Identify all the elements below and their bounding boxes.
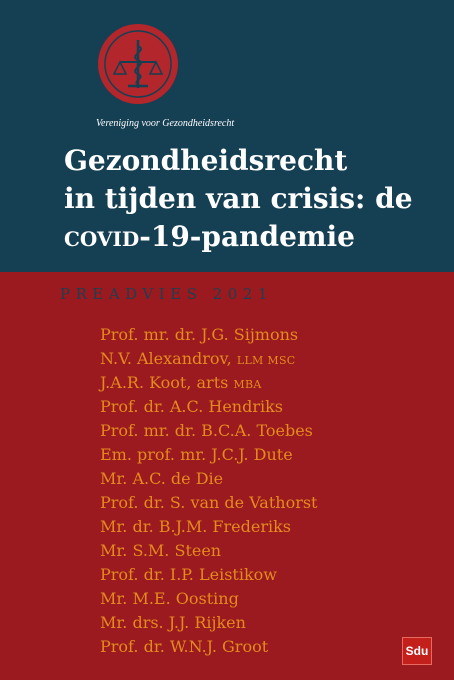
author-item: Mr. dr. B.J.M. Frederiks — [100, 517, 292, 536]
cover-top-band — [0, 0, 454, 272]
series-label: PREADVIES 2021 — [60, 285, 273, 303]
title-line-3 — [64, 218, 413, 256]
author-item: Mr. S.M. Steen — [100, 541, 222, 560]
society-logo-icon — [96, 22, 180, 106]
author-item: Prof. dr. W.N.J. Groot — [100, 637, 269, 656]
author-item: Mr. drs. J.J. Rijken — [100, 613, 246, 632]
publisher-logo: Sdu — [402, 637, 432, 665]
title-covid: covid — [64, 220, 140, 253]
author-item: Prof. dr. S. van de Vathorst — [100, 493, 318, 512]
author-item: Prof. mr. dr. B.C.A. Toebes — [100, 421, 313, 440]
title-line-2: in tijden van crisis: de — [64, 182, 413, 215]
author-list — [100, 324, 317, 660]
author-item: J.A.R. Koot, arts MBA — [100, 373, 262, 392]
society-name: Vereniging voor Gezondheidsrecht — [96, 118, 235, 129]
book-title — [64, 142, 413, 256]
title-pandemie: -19-pandemie — [139, 220, 355, 253]
author-item: Mr. A.C. de Die — [100, 469, 224, 488]
author-item: Mr. M.E. Oosting — [100, 589, 239, 608]
author-item: Prof. dr. A.C. Hendriks — [100, 397, 283, 416]
title-line-1: Gezondheidsrecht — [64, 144, 348, 177]
author-item: N.V. Alexandrov, LLM MSC — [100, 349, 296, 368]
author-item: Em. prof. mr. J.C.J. Dute — [100, 445, 293, 464]
author-item: Prof. mr. dr. J.G. Sijmons — [100, 325, 299, 344]
author-item: Prof. dr. I.P. Leistikow — [100, 565, 277, 584]
